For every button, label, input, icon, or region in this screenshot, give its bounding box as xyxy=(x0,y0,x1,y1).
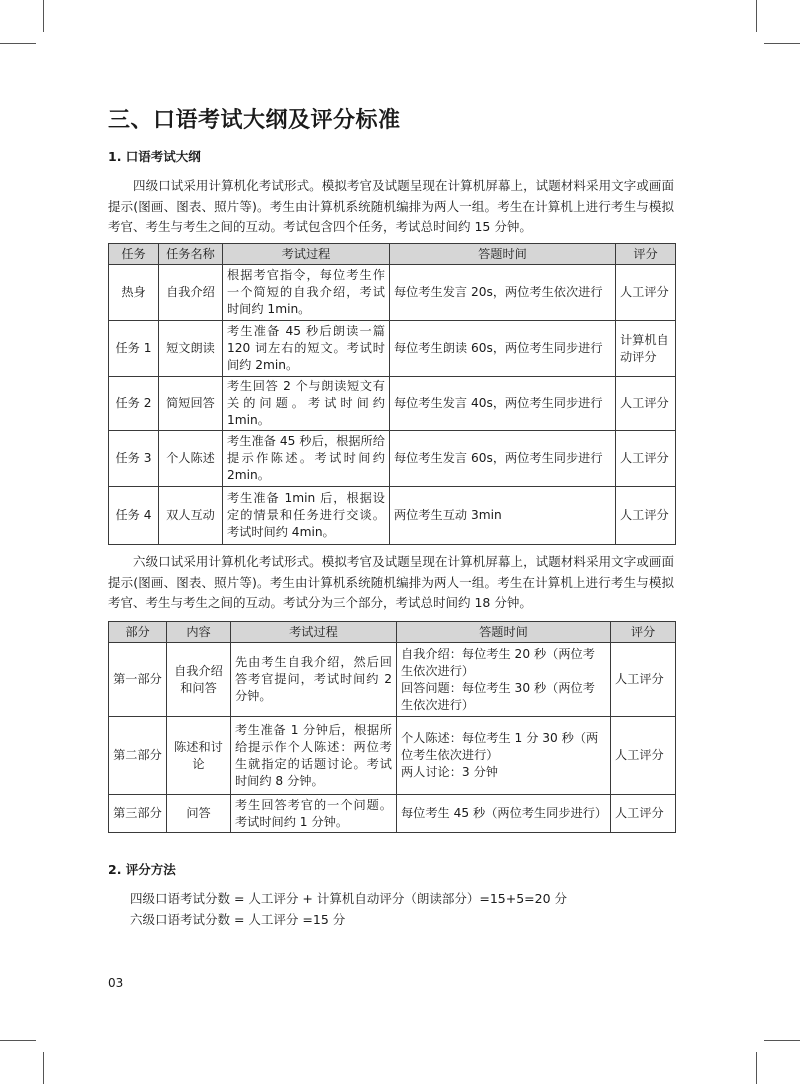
score-cell: 人工评分 xyxy=(611,643,676,717)
crop-mark xyxy=(764,1040,800,1041)
table-row xyxy=(109,487,676,545)
header-cell: 任务 xyxy=(109,244,159,265)
crop-mark xyxy=(43,1052,44,1084)
table-header-row xyxy=(109,622,676,643)
part-cell: 第一部分 xyxy=(109,643,167,717)
table-row xyxy=(109,321,676,377)
time-line: 个人陈述：每位考生 1 分 30 秒（两位考生依次进行） xyxy=(401,731,599,762)
cet4-score-formula: 四级口语考试分数 = 人工评分 + 计算机自动评分（朗读部分）=15+5=20 分 xyxy=(130,891,568,906)
table-header-row xyxy=(109,244,676,265)
table-row xyxy=(109,795,676,833)
time-line: 每位考生 45 秒（两位考生同步进行） xyxy=(401,806,608,820)
process-cell: 根据考官指令，每位考生作一个简短的自我介绍，考试时间约 1min。 xyxy=(223,265,390,321)
task-name-cell: 自我介绍 xyxy=(159,265,223,321)
section-title: 三、口语考试大纲及评分标准 xyxy=(108,108,401,133)
subsection-heading-scoring: 2. 评分方法 xyxy=(108,862,176,877)
task-cell: 任务 2 xyxy=(109,377,159,431)
task-name-cell: 短文朗读 xyxy=(159,321,223,377)
score-cell: 计算机自动评分 xyxy=(616,321,676,377)
time-cell xyxy=(397,643,611,717)
part-cell: 第三部分 xyxy=(109,795,167,833)
process-cell: 考生回答 2 个与朗读短文有关的问题。考试时间约 1min。 xyxy=(223,377,390,431)
header-cell: 内容 xyxy=(167,622,231,643)
time-cell: 每位考生发言 40s，两位考生同步进行 xyxy=(390,377,616,431)
task-cell: 任务 1 xyxy=(109,321,159,377)
crop-mark xyxy=(764,43,800,44)
time-line: 两人讨论：3 分钟 xyxy=(401,765,498,779)
time-cell: 每位考生发言 20s，两位考生依次进行 xyxy=(390,265,616,321)
header-cell: 考试过程 xyxy=(231,622,397,643)
process-cell: 先由考生自我介绍，然后回答考官提问，考试时间约 2 分钟。 xyxy=(231,643,397,717)
process-cell: 考生回答考官的一个问题。考试时间约 1 分钟。 xyxy=(231,795,397,833)
score-cell: 人工评分 xyxy=(616,487,676,545)
subsection-heading-outline: 1. 口语考试大纲 xyxy=(108,149,201,164)
header-cell: 答题时间 xyxy=(397,622,611,643)
part-cell: 第二部分 xyxy=(109,717,167,795)
task-name-cell: 双人互动 xyxy=(159,487,223,545)
process-cell: 考生准备 45 秒后，根据所给提示作陈述。考试时间约 2min。 xyxy=(223,431,390,487)
time-cell: 每位考生朗读 60s，两位考生同步进行 xyxy=(390,321,616,377)
process-cell: 考生准备 1 分钟后，根据所给提示作个人陈述：两位考生就指定的话题讨论。考试时间约 8 分钟。 xyxy=(231,717,397,795)
header-cell: 评分 xyxy=(616,244,676,265)
process-cell: 考生准备 1min 后，根据设定的情景和任务进行交谈。考试时间约 4min。 xyxy=(223,487,390,545)
cet6-intro-paragraph: 六级口试采用计算机化考试形式。模拟考官及试题呈现在计算机屏幕上，试题材料采用文字或画面提示(图画、图表、照片等)。考生由计算机系统随机编排为两人一组。考生在计算机上进行考生与模拟考官、考生与考生之间的互动。考试分为三个部分，考试总时间约 18 分钟。 xyxy=(108,554,674,610)
cet4-intro-paragraph: 四级口试采用计算机化考试形式。模拟考官及试题呈现在计算机屏幕上，试题材料采用文字或画面提示(图画、图表、照片等)。考生由计算机系统随机编排为两人一组。考生在计算机上进行考生与模拟考官、考生与考生之间的互动。考试包含四个任务，考试总时间约 15 分钟。 xyxy=(108,178,674,234)
time-line: 自我介绍：每位考生 20 秒（两位考生依次进行） xyxy=(401,646,595,678)
task-name-cell: 个人陈述 xyxy=(159,431,223,487)
crop-mark xyxy=(0,1040,36,1041)
crop-mark xyxy=(0,43,36,44)
time-cell xyxy=(397,795,611,833)
header-cell: 评分 xyxy=(611,622,676,643)
crop-mark xyxy=(756,1052,757,1084)
header-cell: 任务名称 xyxy=(159,244,223,265)
score-cell: 人工评分 xyxy=(616,431,676,487)
table-row xyxy=(109,717,676,795)
cet6-score-formula: 六级口语考试分数 = 人工评分 =15 分 xyxy=(130,912,346,927)
task-cell: 任务 4 xyxy=(109,487,159,545)
score-cell: 人工评分 xyxy=(616,265,676,321)
table-row xyxy=(109,265,676,321)
score-cell: 人工评分 xyxy=(616,377,676,431)
time-cell: 两位考生互动 3min xyxy=(390,487,616,545)
content-cell: 问答 xyxy=(167,795,231,833)
time-cell: 每位考生发言 60s，两位考生同步进行 xyxy=(390,431,616,487)
table-row xyxy=(109,377,676,431)
time-line: 回答问题：每位考生 30 秒（两位考生依次进行） xyxy=(401,680,595,712)
cet6-part-table xyxy=(108,621,676,833)
crop-mark xyxy=(756,0,757,32)
content-cell: 陈述和讨论 xyxy=(167,717,231,795)
task-cell: 热身 xyxy=(109,265,159,321)
score-cell: 人工评分 xyxy=(611,795,676,833)
cet4-task-table xyxy=(108,243,676,545)
header-cell: 部分 xyxy=(109,622,167,643)
table-row xyxy=(109,431,676,487)
content-cell: 自我介绍和问答 xyxy=(167,643,231,717)
crop-mark xyxy=(43,0,44,32)
task-cell: 任务 3 xyxy=(109,431,159,487)
page-number: 03 xyxy=(108,976,124,990)
header-cell: 考试过程 xyxy=(223,244,390,265)
task-name-cell: 简短回答 xyxy=(159,377,223,431)
table-row xyxy=(109,643,676,717)
score-cell: 人工评分 xyxy=(611,717,676,795)
header-cell: 答题时间 xyxy=(390,244,616,265)
time-cell xyxy=(397,717,611,795)
process-cell: 考生准备 45 秒后朗读一篇 120 词左右的短文。考试时间约 2min。 xyxy=(223,321,390,377)
